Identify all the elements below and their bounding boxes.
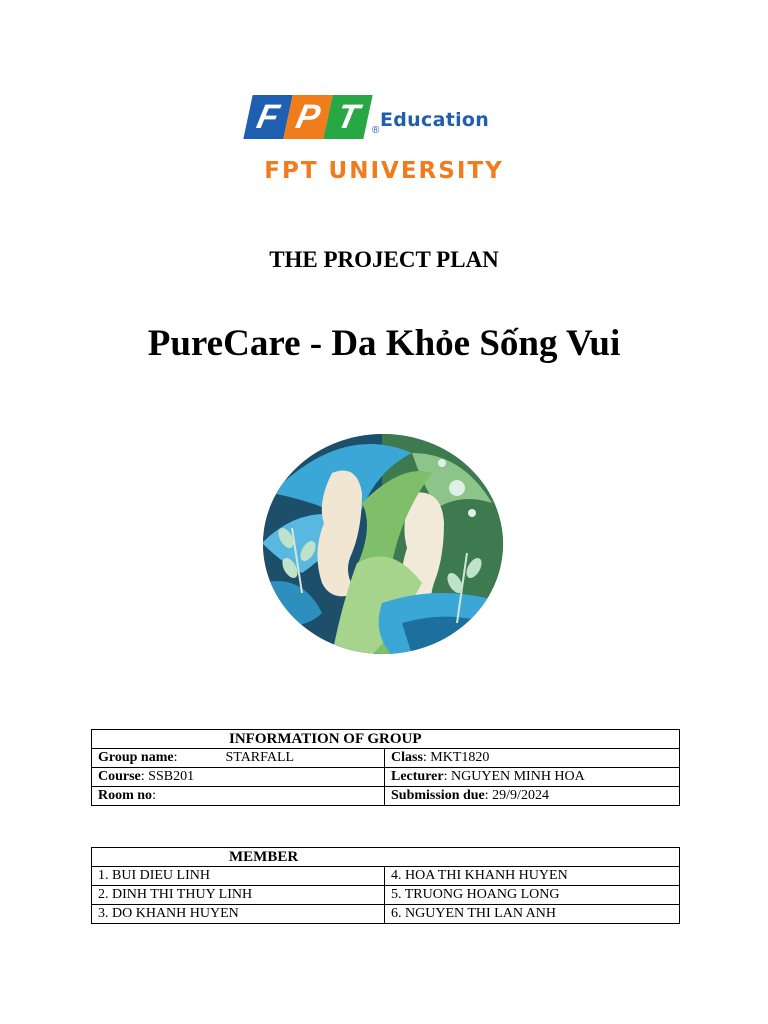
fpt-education-logo bbox=[244, 95, 494, 145]
member-table bbox=[91, 847, 680, 924]
lecturer-label: Lecturer bbox=[391, 769, 444, 784]
group-info-header: INFORMATION OF GROUP bbox=[92, 730, 680, 749]
class-value: MKT1820 bbox=[430, 750, 490, 765]
project-title: PureCare - Da Khỏe Sống Vui bbox=[147, 323, 621, 364]
two-faces-leaves-emblem-icon bbox=[262, 433, 504, 655]
logo-tile-t: T bbox=[323, 95, 372, 139]
member-item: 6. NGUYEN THI LAN ANH bbox=[385, 905, 680, 924]
course-cell: Course: SSB201 bbox=[92, 768, 385, 787]
logo-tile-p: P bbox=[283, 95, 332, 139]
table-row bbox=[92, 867, 680, 886]
member-item: 3. DO KHANH HUYEN bbox=[92, 905, 385, 924]
university-wordmark: FPT UNIVERSITY bbox=[264, 158, 504, 184]
education-wordmark: Education bbox=[380, 109, 490, 131]
group-info-table bbox=[91, 729, 680, 806]
member-item: 5. TRUONG HOANG LONG bbox=[385, 886, 680, 905]
document-heading: THE PROJECT PLAN bbox=[269, 247, 499, 272]
logo-tile-f: F bbox=[243, 95, 292, 139]
member-item: 1. BUI DIEU LINH bbox=[92, 867, 385, 886]
group-info-header-row bbox=[92, 730, 680, 749]
registered-mark: ® bbox=[372, 125, 380, 136]
table-row bbox=[92, 905, 680, 924]
class-label: Class bbox=[391, 750, 423, 765]
course-label: Course bbox=[98, 769, 141, 784]
group-name-label: Group name bbox=[98, 750, 174, 765]
group-name-cell: Group name: STARFALL bbox=[92, 749, 385, 768]
member-item: 4. HOA THI KHANH HUYEN bbox=[385, 867, 680, 886]
submission-value: 29/9/2024 bbox=[492, 788, 549, 803]
room-cell: Room no: bbox=[92, 787, 385, 806]
room-label: Room no bbox=[98, 788, 153, 803]
course-value: SSB201 bbox=[148, 769, 195, 784]
member-header: MEMBER bbox=[92, 848, 680, 867]
class-cell: Class: MKT1820 bbox=[385, 749, 680, 768]
lecturer-cell: Lecturer: NGUYEN MINH HOA bbox=[385, 768, 680, 787]
lecturer-value: NGUYEN MINH HOA bbox=[451, 769, 585, 784]
table-row bbox=[92, 787, 680, 806]
table-row bbox=[92, 886, 680, 905]
group-name-value: STARFALL bbox=[225, 750, 295, 765]
member-item: 2. DINH THI THUY LINH bbox=[92, 886, 385, 905]
member-header-row bbox=[92, 848, 680, 867]
submission-label: Submission due bbox=[391, 788, 485, 803]
submission-cell: Submission due: 29/9/2024 bbox=[385, 787, 680, 806]
table-row bbox=[92, 768, 680, 787]
table-row bbox=[92, 749, 680, 768]
